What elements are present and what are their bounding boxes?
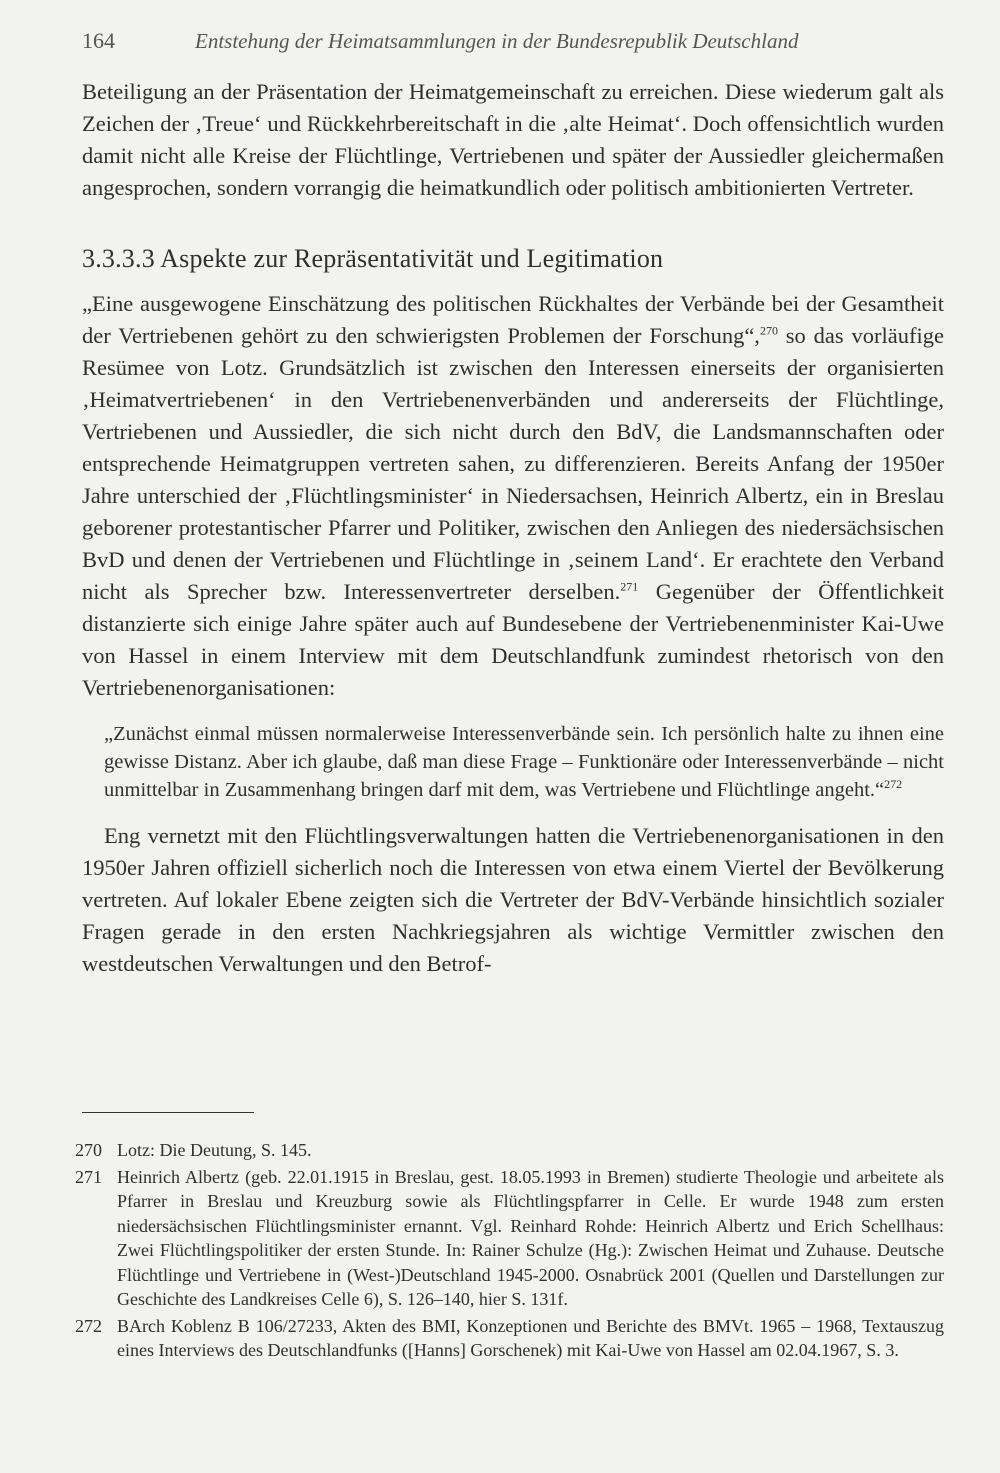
footnote-270 <box>75 1138 944 1163</box>
footnote-text: Lotz: Die Deutung, S. 145. <box>117 1140 312 1160</box>
page-content <box>82 28 944 980</box>
page-number: 164 <box>82 28 115 53</box>
footnote-272 <box>75 1314 944 1363</box>
footnote-number: 272 <box>75 1315 102 1336</box>
block-quote-text: „Zunächst einmal müssen normalerweise Interessenverbände sein. Ich persönlich halte zu ihnen eine gewisse Distanz. Aber ich glaube, daß man diese Frage – Funktionäre oder Interessenverbände – nicht unmittelbar in Zusammenhang bringen darf mit dem, was Vertriebene und Flüchtlinge angeht.“ <box>104 723 944 801</box>
footnote-ref-271[interactable]: 271 <box>620 579 639 594</box>
footnote-number: 271 <box>75 1166 102 1187</box>
paragraph-3: Eng vernetzt mit den Flüchtlingsverwaltungen hatten die Vertriebenenorganisationen in den 1950er Jahren offiziell sicherlich noch die Interessen von etwa einem Viertel der Bevölkerung vertreten. Auf lokaler Ebene zeigten sich die Vertreter der BdV-Verbände hinsichtlich sozialer Fragen gerade in den ersten Nachkriegsjahren als wichtige Vermittler zwischen den westdeutschen Verwaltungen und den Betrof- <box>82 823 944 976</box>
footnote-ref-270[interactable]: 270 <box>759 323 778 338</box>
section-heading: 3.3.3.3 Aspekte zur Repräsentativität und Legitimation <box>82 244 664 273</box>
running-title: Entstehung der Heimatsammlungen in der Bundesrepublik Deutschland <box>195 29 799 53</box>
footnote-text: Heinrich Albertz (geb. 22.01.1915 in Breslau, gest. 18.05.1993 in Bremen) studierte Theologie und arbeitete als Pfarrer in Breslau und Kreuzburg sowie als Flüchtlingspfarrer in Celle. Er wurde 1948 zum ersten niedersächsischen Flüchtlingsminister ernannt. Vgl. Reinhard Rohde: Heinrich Albertz und Erich Schellhaus: Zwei Flüchtlingspolitiker der ersten Stunde. In: Rainer Schulze (Hg.): Zwischen Heimat und Zuhause. Deutsche Flüchtlinge und Vertriebene in (West-)Deutschland 1945-2000. Osnabrück 2001 (Quellen und Darstellungen zur Geschichte des Landkreises Celle 6), S. 126–140, hier S. 131f. <box>117 1166 944 1309</box>
footnote-text: BArch Koblenz B 106/27233, Akten des BMI, Konzeptionen und Berichte des BMVt. 1965 – 1968, Textauszug eines Interviews des Deutschlandfunks ([Hanns] Gorschenek) mit Kai-Uwe von Hassel am 02.04.1967, S. 3. <box>117 1315 944 1360</box>
paragraph-2-part-c: Gegenüber der Öffentlichkeit distanzierte sich einige Jahre später auch auf Bundesebene der Vertriebenenminister Kai-Uwe von Hassel in einem Interview mit dem Deutschlandfunk zumindest rhetorisch von den Vertriebenenorganisationen: <box>82 579 944 700</box>
block-quote <box>104 720 944 804</box>
footnote-ref-272[interactable]: 272 <box>884 777 903 792</box>
paragraph-1: Beteiligung an der Präsentation der Heimatgemeinschaft zu erreichen. Diese wiederum galt als Zeichen der ‚Treue‘ und Rückkehrbereitschaft in die ‚alte Heimat‘. Doch offensichtlich wurden damit nicht alle Kreise der Flüchtlinge, Vertriebenen und später der Aussiedler gleichermaßen angesprochen, sondern vorrangig die heimatkundlich oder politisch ambitionierten Vertreter. <box>82 79 944 200</box>
running-head <box>82 28 944 54</box>
paragraph-2-part-a: „Eine ausgewogene Einschätzung des politischen Rückhaltes der Verbände bei der Gesamtheit der Vertriebenen gehört zu den schwierigsten Problemen der Forschung“, <box>82 291 944 348</box>
footnote-271 <box>75 1165 944 1312</box>
paragraph-2 <box>82 288 944 704</box>
footnotes <box>75 1138 944 1365</box>
footnote-divider <box>82 1112 254 1113</box>
paragraph-2-part-b: so das vorläufige Resümee von Lotz. Grundsätzlich ist zwischen den Interessen einerseits der organisierten ‚Heimatvertriebenen‘ in den Vertriebenenverbänden und andererseits der Flüchtlinge, Vertriebenen und Aussiedler, die sich nicht durch den BdV, die Landsmannschaften oder entsprechende Heimatgruppen vertreten sahen, zu differenzieren. Bereits Anfang der 1950er Jahre unterschied der ‚Flüchtlingsminister‘ in Niedersachsen, Heinrich Albertz, ein in Breslau geborener protestantischer Pfarrer und Politiker, zwischen den Anliegen des niedersächsischen BvD und denen der Vertriebenen und Flüchtlinge in ‚seinem Land‘. Er erachtete den Verband nicht als Sprecher bzw. Interessenvertreter derselben. <box>82 323 944 604</box>
footnote-number: 270 <box>75 1140 102 1160</box>
